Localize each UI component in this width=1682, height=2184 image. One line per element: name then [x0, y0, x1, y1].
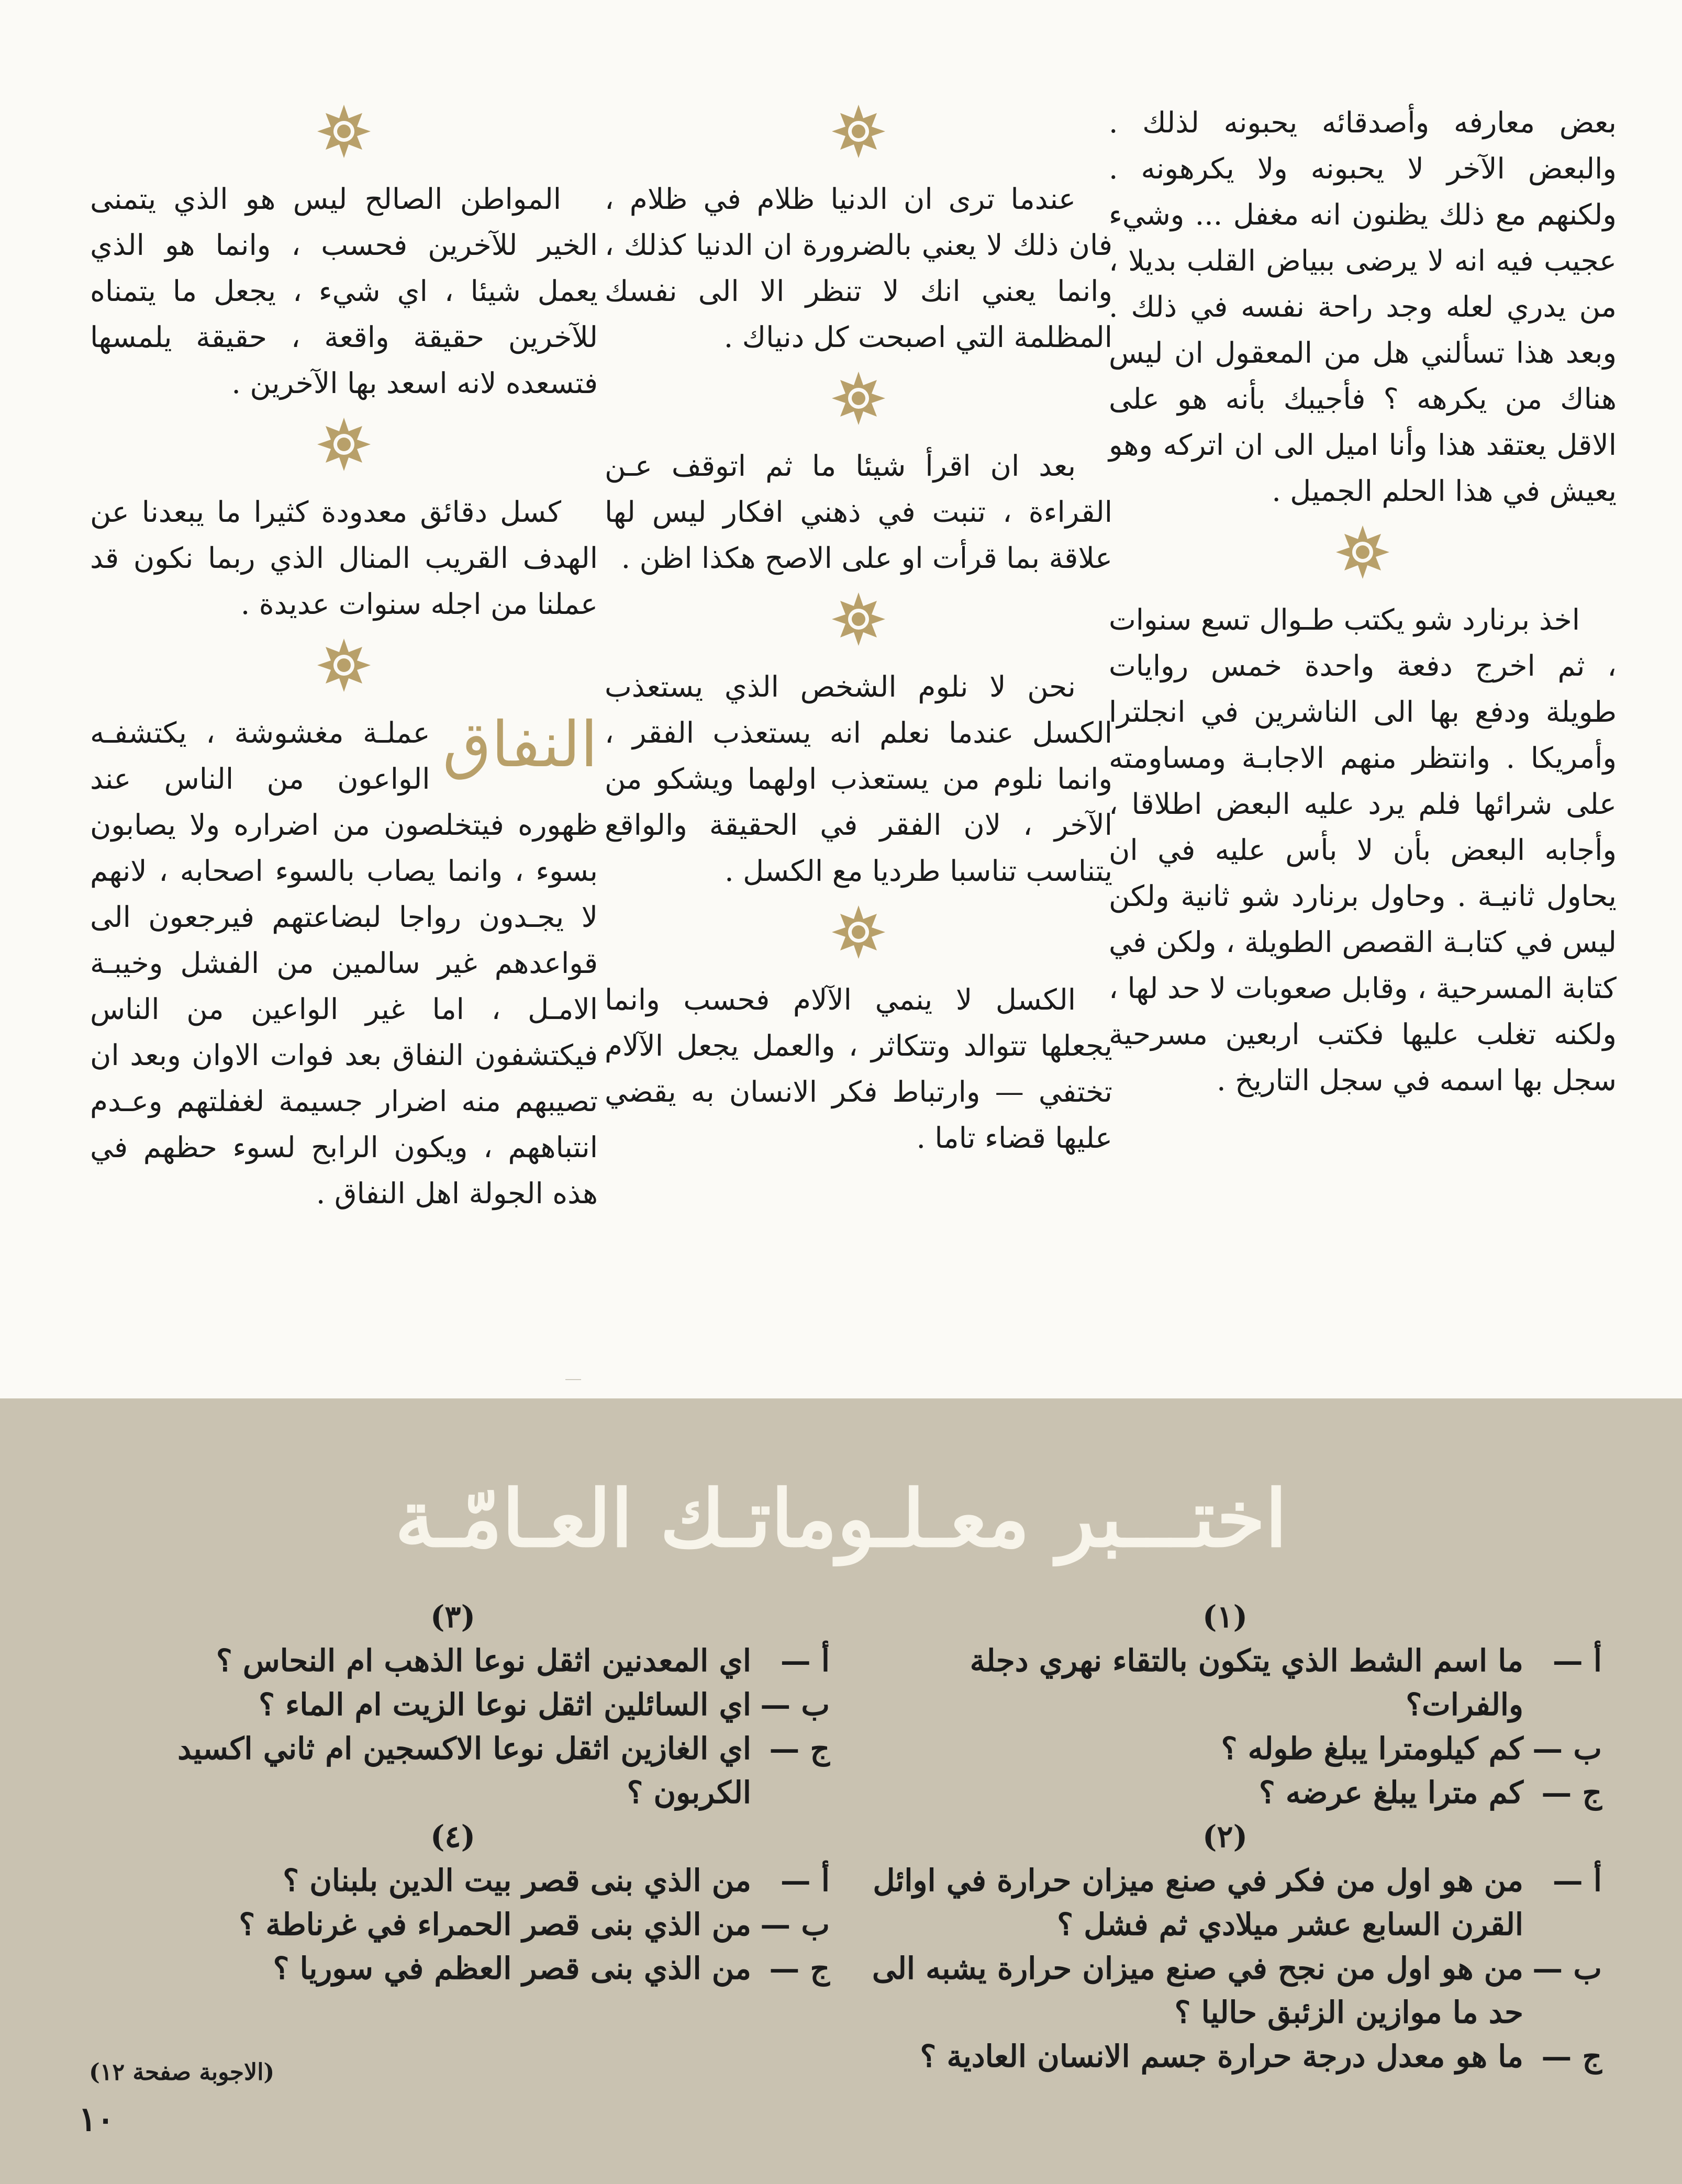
quiz-question: [76, 1683, 830, 1727]
quiz-question: [76, 1858, 830, 1902]
nifaq-paragraph: [90, 710, 598, 1216]
question-text: من الذي بنى قصر العظم في سوريا ؟: [273, 1951, 751, 1986]
paragraph: كسل دقائق معدودة كثيرا ما يبعدنا عن الهدف القريب المنال الذي ربما نكون قد عملنا من اجله سنوات عديدة .: [90, 495, 598, 621]
quiz-section-number: (١): [1202, 1599, 1248, 1634]
question-letter: أ —: [1552, 1863, 1602, 1898]
question-text: كم كيلومترا يبلغ طوله ؟: [1221, 1731, 1523, 1766]
question-letter: ب —: [760, 1687, 830, 1722]
quiz-question: [848, 1639, 1602, 1727]
paragraph: بعض معارفه وأصدقائه يحبونه لذلك . والبعض الآخر لا يحبونه ولا يكرهونه . ولكنهم مع ذلك يظنون انه مغفل ... وشيء عجيب فيه انه لا يرضى ببياض القلب بديلا ، من يدري لعله وجد راحة نفسه في ذلك . وبعد هذا تسألني هل من المعقول ان ليس هناك من يكرهه ؟ فأجيبك بأنه هو على الاقل يعتقد هذا وأنا اميل الى ان اتركه وهو يعيش في هذا الحلم الجميل .: [1109, 106, 1617, 508]
divider: [565, 1379, 581, 1380]
paragraph: المواطن الصالح ليس هو الذي يتمنى الخير للآخرين فحسب ، وانما هو الذي يعمل شيئا ، اي شيء ، يجعل ما يتمناه للآخرين حقيقة واقعة ، حقيقة يلمسها فتسعده لانه اسعد بها الآخرين .: [90, 182, 598, 400]
quiz-question: [848, 1727, 1602, 1771]
question-letter: ج —: [769, 1951, 830, 1986]
question-letter: ب —: [760, 1907, 830, 1942]
quiz-section-number: (٣): [430, 1599, 476, 1634]
paragraph: الكسل لا ينمي الآلام فحسب وانما يجعلها تتوالد وتتكاثر ، والعمل يجعل الآلام تختفي — وارتباط فكر الانسان به يقضي عليها قضاء تاما .: [605, 983, 1112, 1155]
middle-column: [605, 99, 1112, 1170]
paragraph-block: [605, 664, 1112, 894]
quiz-question: [848, 1858, 1602, 1946]
question-letter: ب —: [1532, 1951, 1602, 1986]
star-ornament-icon: [315, 416, 373, 473]
quiz-title: اختـــبر معـلـوماتـك العـامّـة: [395, 1473, 1287, 1565]
page-number: ١٠: [79, 2100, 115, 2139]
star-ornament-icon: [830, 369, 887, 427]
question-letter: ج —: [1541, 2039, 1602, 2074]
question-text: اي السائلين اثقل نوعا الزيت ام الماء ؟: [259, 1687, 751, 1722]
left-column: [90, 99, 598, 1226]
quiz-section-number: (٢): [1202, 1819, 1248, 1854]
question-letter: ج —: [1541, 1775, 1602, 1810]
quiz-question: [848, 2034, 1602, 2078]
question-text: اي الغازين اثقل نوعا الاكسجين ام ثاني اكسيد الكربون ؟: [177, 1731, 751, 1810]
paragraph-block: [90, 176, 598, 406]
paragraph: اخذ برنارد شو يكتب طـوال تسع سنوات ، ثم اخرج دفعة واحدة خمس روايات طويلة ودفع بها الى الناشرين في انجلترا وأمريكا . وانتظر منهم الاجابـة ومساومته على شرائها فلم يرد عليه البعض اطلاقا ، وأجابه البعض بأن لا بأس عليه في ان يحاول ثانيـة . وحاول برنارد شو ثانية ولكن ليس في كتابـة القصص الطويلة ، ولكن في كتابة المسرحية ، وقابل صعوبات لا حد لها ، ولكنه تغلب عليها فكتب اربعين مسرحية سجل بها اسمه في سجل التاريخ .: [1109, 603, 1617, 1097]
quiz-question: [848, 1946, 1602, 2034]
question-letter: ب —: [1532, 1731, 1602, 1766]
quiz-question: [76, 1902, 830, 1946]
paragraph-block: [605, 977, 1112, 1161]
paragraph-block: [90, 489, 598, 627]
question-letter: أ —: [780, 1863, 830, 1898]
paragraph-block: [1109, 99, 1617, 514]
quiz-column-left: [76, 1595, 830, 1990]
question-text: ما هو معدل درجة حرارة جسم الانسان العادية ؟: [920, 2039, 1523, 2074]
star-ornament-icon: [830, 103, 887, 160]
question-text: ما اسم الشط الذي يتكون بالتقاء نهري دجلة والفرات؟: [970, 1643, 1523, 1722]
nifaq-title: النفاق: [442, 709, 598, 781]
paragraph: نحن لا نلوم الشخص الذي يستعذب الكسل عندما نعلم انه يستعذب الفقر ، وانما نلوم من يستعذب اولهما ويشكو من الآخر ، لان الفقر في الحقيقة والواقع يتناسب تناسبا طرديا مع الكسل .: [605, 670, 1112, 888]
star-ornament-icon: [830, 903, 887, 961]
quiz-section-number: (٤): [430, 1819, 476, 1854]
quiz-question: [76, 1639, 830, 1683]
star-ornament-icon: [315, 103, 373, 160]
nifaq-block: [90, 710, 598, 1216]
nifaq-text: عملـة مغشوشة ، يكتشفـه الواعون من الناس عند ظهوره فيتخلصون من اضراره ولا يصابون بسوء ، وانما يصاب بالسوء اصحابه ، لانهم لا يجـدون رواجا لبضاعتهم فيرجعون الى قواعدهم غير سالمين من الفشل وخيبـة الامـل ، اما غير الواعين من الناس فيكتشفون النفاق بعد فوات الاوان وبعد ان تصيبهم منه اضرار جسيمة لغفلتهم وعـدم انتباههم ، ويكون الرابح لسوء حظهم في هذه الجولة اهل النفاق .: [90, 716, 598, 1210]
right-column: [1109, 99, 1617, 1113]
question-letter: ج —: [769, 1731, 830, 1766]
question-letter: أ —: [780, 1643, 830, 1678]
star-ornament-icon: [315, 636, 373, 694]
question-text: اي المعدنين اثقل نوعا الذهب ام النحاس ؟: [216, 1643, 751, 1678]
quiz-question: [848, 1771, 1602, 1815]
question-text: من هو اول من نجح في صنع ميزان حرارة يشبه الى حد ما موازين الزئبق حاليا ؟: [872, 1951, 1523, 2030]
question-text: كم مترا يبلغ عرضه ؟: [1258, 1775, 1523, 1810]
answers-note: (الاجوبة صفحة ١٢): [89, 2059, 275, 2086]
quiz-column-right: [848, 1595, 1602, 2078]
question-letter: أ —: [1552, 1643, 1602, 1678]
star-ornament-icon: [1334, 523, 1391, 581]
quiz-question: [76, 1727, 830, 1815]
question-text: من هو اول من فكر في صنع ميزان حرارة في اوائل القرن السابع عشر ميلادي ثم فشل ؟: [873, 1863, 1523, 1942]
paragraph-block: [605, 176, 1112, 360]
question-text: من الذي بنى قصر بيت الدين بلبنان ؟: [283, 1863, 751, 1898]
paragraph: بعد ان اقرأ شيئا ما ثم اتوقف عـن القراءة ، تنبت في ذهني افكار ليس لها علاقة بما قرأت او على الاصح هكذا اظن .: [605, 449, 1112, 575]
paragraph: عندما ترى ان الدنيا ظلام في ظلام ، فان ذلك لا يعني بالضرورة ان الدنيا كذلك ، وانما يعني انك لا تنظر الا الى نفسك المظلمة التي اصبحت كل دنياك .: [605, 182, 1112, 354]
paragraph-block: [605, 443, 1112, 581]
star-ornament-icon: [830, 590, 887, 648]
quiz-box: [0, 1398, 1682, 2184]
question-text: من الذي بنى قصر الحمراء في غرناطة ؟: [239, 1907, 751, 1942]
paragraph-block: [1109, 597, 1617, 1103]
quiz-question: [76, 1946, 830, 1990]
